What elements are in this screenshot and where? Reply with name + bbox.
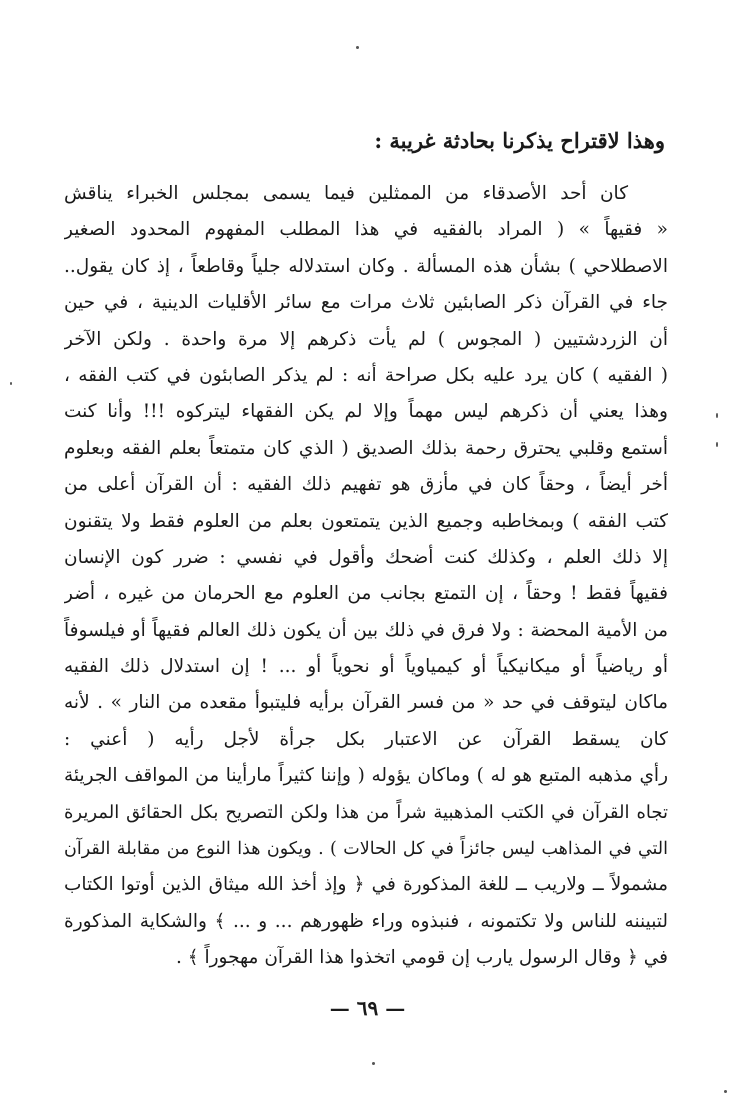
scan-speck bbox=[724, 1090, 727, 1093]
text-line: كان أحد الأصدقاء من الممثلين فيما يسمى بمجلس الخبراء يناقش bbox=[64, 183, 628, 204]
text-line: الاصطلاحي ) بشأن هذه المسألة . وكان استدلاله جلياً وقاطعاً ، إذ كان يقول.. bbox=[64, 255, 668, 277]
scan-speck bbox=[356, 46, 359, 49]
text-line: أخر أيضاً ، وحقاً كان في مأزق هو تفهيم ذلك الفقيه : أن القرآن أعلى من bbox=[64, 474, 668, 496]
text-line: من الأمية المحضة : ولا فرق في ذلك بين أن يكون ذلك العالم فقيهاً أو فيلسوفاً bbox=[64, 619, 668, 641]
scan-speck bbox=[372, 1062, 375, 1065]
text-line: التي في المذاهب ليس جائزاً في كل الحالات ) . ويكون هذا النوع من مقابلة القرآن bbox=[64, 839, 668, 860]
text-line: ( الفقيه ) كان يرد عليه بكل صراحة أنه : لم يذكر الصابئون في كتب الفقه ، bbox=[64, 364, 668, 386]
section-heading: وهذا لاقتراح يذكرنا بحادثة غريبة : bbox=[374, 128, 665, 153]
text-line: في ﴿ وقال الرسول يارب إن قومي اتخذوا هذا القرآن مهجوراً ﴾ . bbox=[175, 947, 668, 969]
text-line: ماكان ليتوقف في حد « من فسر القرآن برأيه فليتبوأ مقعده من النار » . لأنه bbox=[64, 692, 668, 714]
text-line: « فقيهاً » ( المراد بالفقيه في هذا المطلب المفهوم المحدود الصغير bbox=[64, 219, 668, 241]
text-line: أستمع وقلبي يحترق رحمة بذلك الصديق ( الذي كان متمتعاً بعلم الفقه وبعلوم bbox=[64, 437, 668, 459]
scan-speck bbox=[716, 413, 718, 418]
text-line: رأي مذهبه المتبع هو له ) وماكان يؤوله ( وإننا كثيراً مارأينا من المواقف الجريئة bbox=[64, 765, 668, 787]
text-line: جاء في القرآن ذكر الصابئين ثلاث مرات مع سائر الأقليات الدينية ، في حين bbox=[64, 292, 668, 314]
text-line: أن الزردشتيين ( المجوس ) لم يأت ذكرهم إلا مرة واحدة . ولكن الآخر bbox=[64, 328, 668, 350]
scan-speck bbox=[10, 382, 12, 385]
text-line: كتب الفقه ) وبمخاطبه وجميع الذين يتمتعون بعلم من العلوم فقط ولا يتقنون bbox=[64, 510, 668, 532]
text-line: وهذا يعني أن ذكرهم ليس مهماً وإلا لم يكن الفقهاء ليتركوه !!! وأنا كنت bbox=[64, 401, 668, 423]
text-line: فقيهاً فقط ! وحقاً ، إن التمتع بجانب من العلوم مع الحرمان من غيره ، أضر bbox=[64, 583, 668, 605]
text-line: مشمولاً ــ ولاريب ــ للغة المذكورة في ﴿ وإذ أخذ الله ميثاق الذين أوتوا الكتاب bbox=[64, 874, 668, 896]
page-number: — ٦٩ — bbox=[329, 996, 406, 1020]
body-paragraph bbox=[64, 176, 668, 977]
scan-speck bbox=[716, 442, 718, 447]
text-line: إلا ذلك العلم ، وكذلك كنت أضحك وأقول في نفسي : ضرر كون الإنسان bbox=[64, 546, 668, 568]
text-line: لتبيننه للناس ولا تكتمونه ، فنبذوه وراء ظهورهم ... و ... ﴾ والشكاية المذكورة bbox=[64, 910, 668, 932]
text-line: تجاه القرآن في الكتب المذهبية شراً من هذا ولكن التصريح بكل الحقائق المريرة bbox=[64, 801, 668, 823]
text-line: أو رياضياً أو ميكانيكياً أو كيمياوياً أو نحوياً أو ... ! إن استدلال ذلك الفقيه bbox=[64, 656, 668, 678]
text-line: كان يسقط القرآن عن الاعتبار بكل جرأة لأجل رأيه ( أعني : bbox=[64, 728, 668, 750]
